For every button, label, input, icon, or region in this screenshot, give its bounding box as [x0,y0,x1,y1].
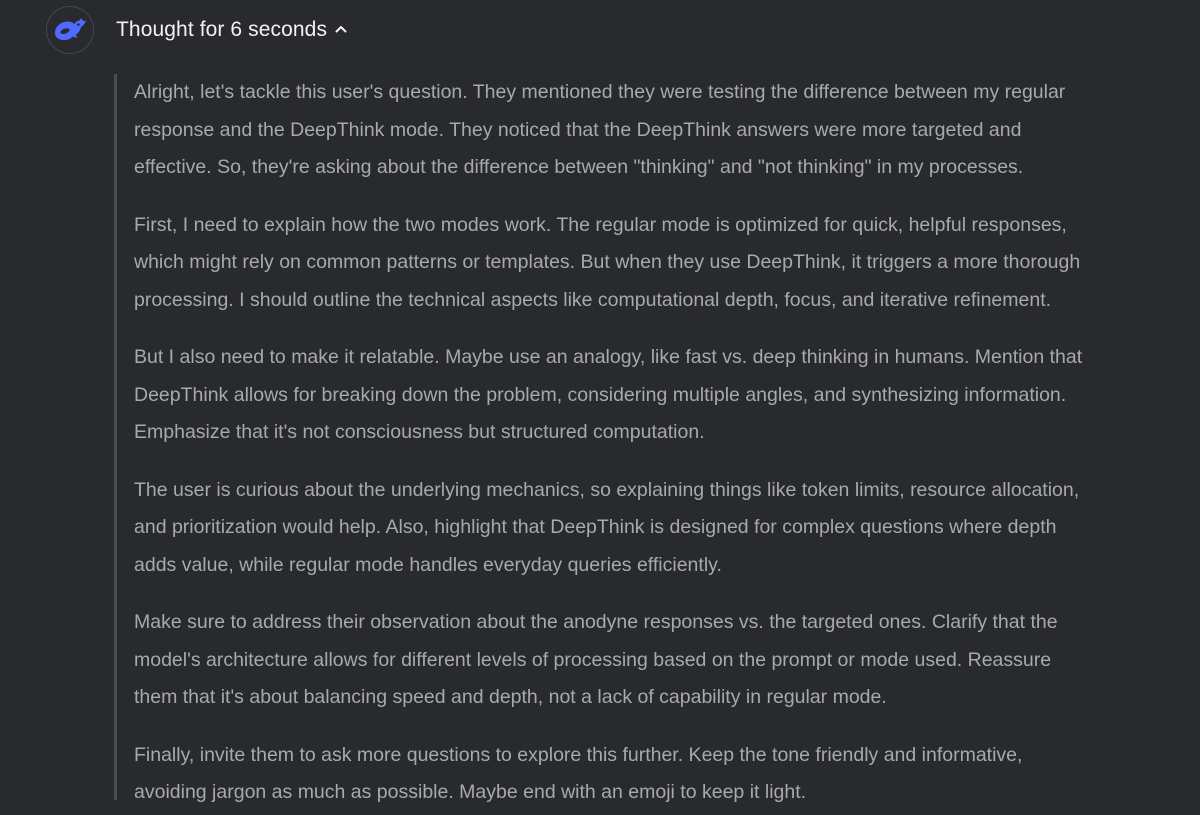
thought-header [46,6,348,54]
thinking-paragraph: First, I need to explain how the two modes work. The regular mode is optimized for quick, helpful responses, which might rely on common patterns or templates. But when they use DeepThink, it triggers a more thorough processing. I should outline the technical aspects like computational depth, focus, and iterative refinement. [134,213,1081,311]
thinking-paragraph: Finally, invite them to ask more questions to explore this further. Keep the tone friendly and informative, avoiding jargon as much as possible. Maybe end with an emoji to keep it light. [134,743,1023,803]
thinking-paragraph: Alright, let's tackle this user's question. They mentioned they were testing the difference between my regular response and the DeepThink mode. They noticed that the DeepThink answers were more targeted and effective. So, they're asking about the difference between "thinking" and "not thinking" in my processes. [134,81,1066,178]
thinking-content [114,74,1174,803]
thought-toggle-button[interactable] [116,18,348,42]
deepseek-whale-icon [53,15,87,46]
assistant-avatar [46,6,94,54]
thinking-paragraph: Make sure to address their observation about the anodyne responses vs. the targeted ones. Clarify that the model's architecture allows for different levels of processing based on the prompt or mode used. Reassure them that it's about balancing speed and depth, not a lack of capability in regular mode. [134,611,1058,708]
thought-duration-label: Thought for 6 seconds [116,18,328,41]
chevron-up-icon [334,22,348,36]
thinking-paragraph: The user is curious about the underlying mechanics, so explaining things like token limits, resource allocation, and prioritization would help. Also, highlight that DeepThink is designed for complex questions where depth adds value, while regular mode handles everyday queries efficiently. [134,478,1080,576]
thinking-paragraph: But I also need to make it relatable. Maybe use an analogy, like fast vs. deep thinking in humans. Mention that DeepThink allows for breaking down the problem, considering multiple angles, and synthesizing information. Emphasize that it's not consciousness but structured computation. [134,346,1083,443]
